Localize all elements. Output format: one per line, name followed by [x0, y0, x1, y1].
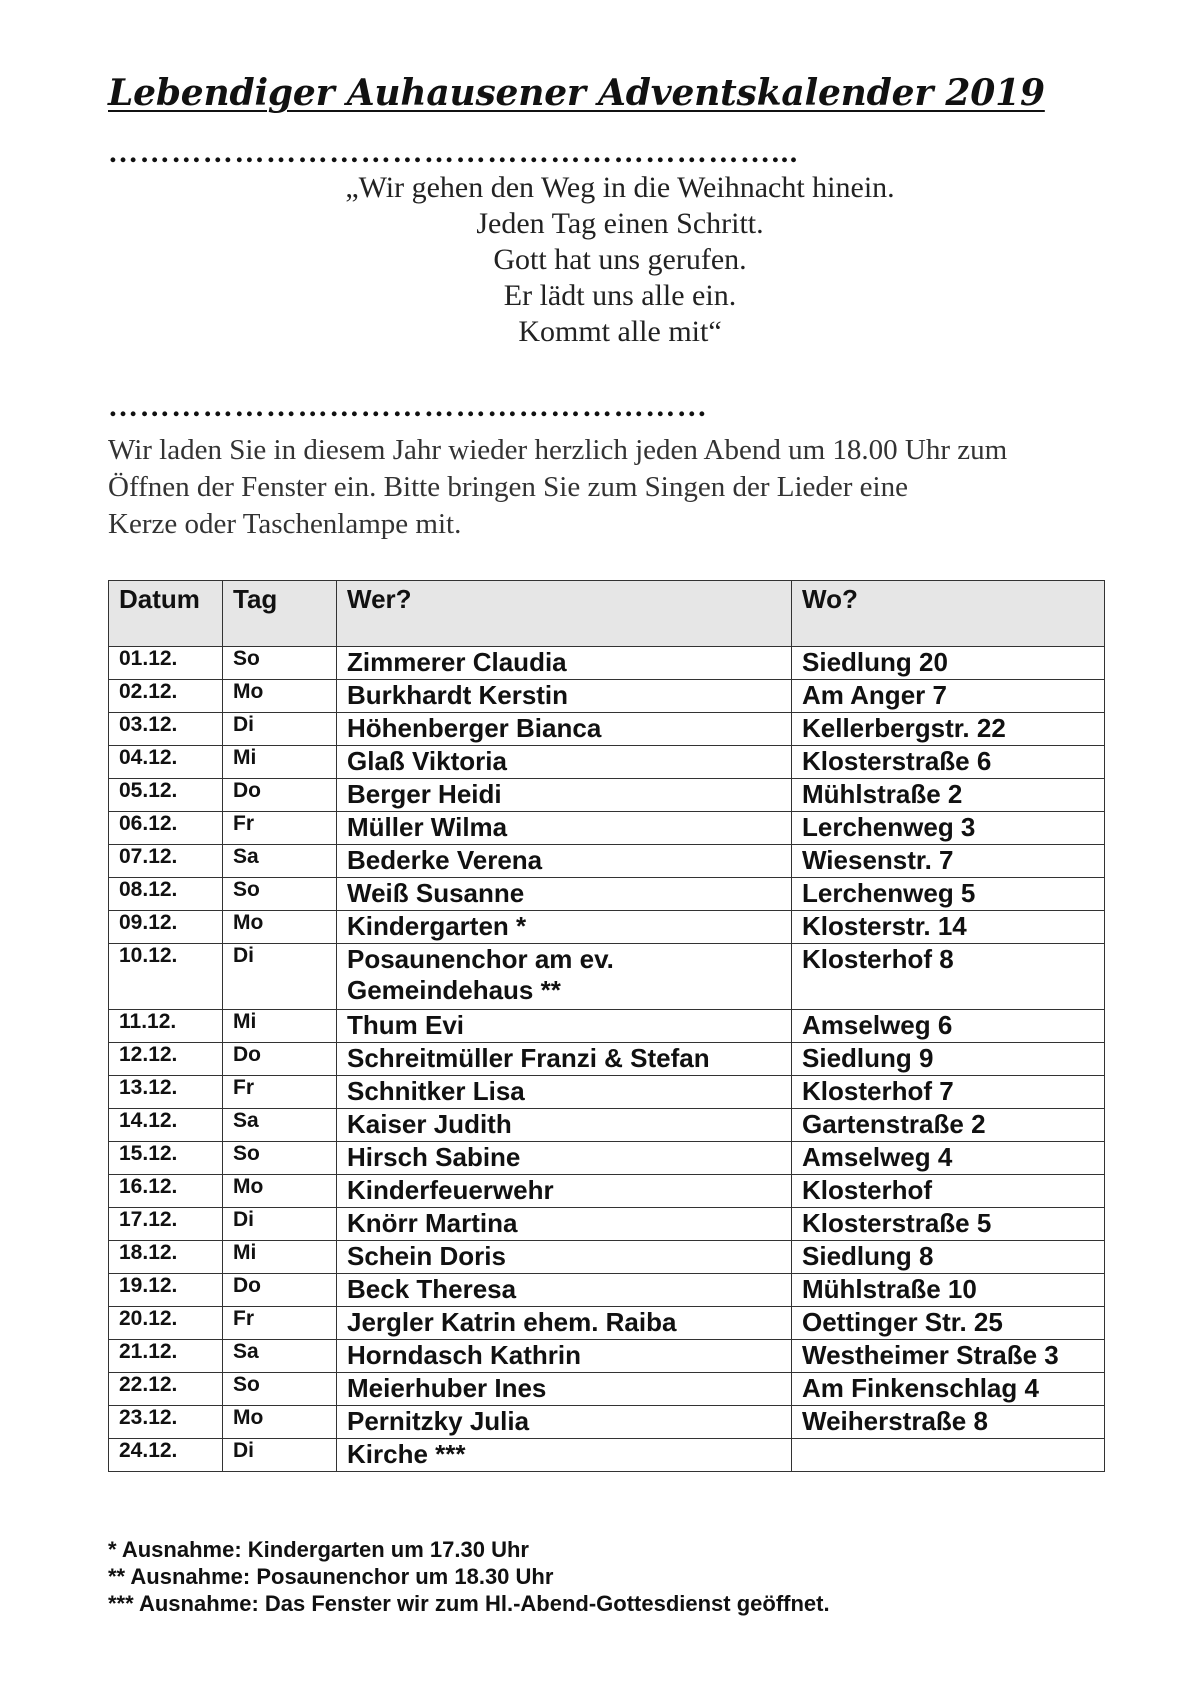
column-header-day: Tag	[223, 581, 337, 647]
cell-who: Berger Heidi	[337, 779, 792, 812]
cell-who: Schein Doris	[337, 1241, 792, 1274]
cell-day: Sa	[223, 1340, 337, 1373]
cell-where: Siedlung 8	[792, 1241, 1105, 1274]
cell-day: Mo	[223, 1175, 337, 1208]
cell-day: Fr	[223, 812, 337, 845]
cell-who: Schnitker Lisa	[337, 1076, 792, 1109]
cell-who: Pernitzky Julia	[337, 1406, 792, 1439]
poem-line: Kommt alle mit“	[518, 315, 722, 348]
table-row	[109, 1373, 1105, 1406]
cell-date: 04.12.	[109, 746, 223, 779]
cell-day: Mi	[223, 1241, 337, 1274]
poem-line: Jeden Tag einen Schritt.	[476, 207, 764, 240]
cell-where: Klosterstraße 5	[792, 1208, 1105, 1241]
cell-date: 16.12.	[109, 1175, 223, 1208]
cell-where: Mühlstraße 10	[792, 1274, 1105, 1307]
cell-who: Müller Wilma	[337, 812, 792, 845]
table-row	[109, 1406, 1105, 1439]
cell-who: Kaiser Judith	[337, 1109, 792, 1142]
cell-who: Weiß Susanne	[337, 878, 792, 911]
table-row	[109, 845, 1105, 878]
cell-where: Gartenstraße 2	[792, 1109, 1105, 1142]
table-row	[109, 1010, 1105, 1043]
cell-date: 11.12.	[109, 1010, 223, 1043]
cell-date: 05.12.	[109, 779, 223, 812]
cell-where: Kellerbergstr. 22	[792, 713, 1105, 746]
cell-date: 17.12.	[109, 1208, 223, 1241]
footnote: *** Ausnahme: Das Fenster wir zum Hl.-Abend-Gottesdienst geöffnet.	[108, 1591, 830, 1616]
table-row	[109, 1274, 1105, 1307]
cell-day: Di	[223, 1439, 337, 1472]
cell-day: Mi	[223, 1010, 337, 1043]
cell-where: Klosterhof	[792, 1175, 1105, 1208]
cell-where: Wiesenstr. 7	[792, 845, 1105, 878]
footnote: ** Ausnahme: Posaunenchor um 18.30 Uhr	[108, 1564, 554, 1589]
intro-line: Kerze oder Taschenlampe mit.	[108, 508, 462, 540]
cell-day: Sa	[223, 1109, 337, 1142]
poem-line: „Wir gehen den Weg in die Weihnacht hinein.	[345, 171, 895, 204]
cell-date: 20.12.	[109, 1307, 223, 1340]
cell-who: Kinderfeuerwehr	[337, 1175, 792, 1208]
cell-who: Thum Evi	[337, 1010, 792, 1043]
cell-where: Amselweg 6	[792, 1010, 1105, 1043]
schedule-table	[108, 580, 1105, 1472]
cell-where: Klosterhof 7	[792, 1076, 1105, 1109]
poem-line: Er lädt uns alle ein.	[503, 279, 737, 312]
cell-date: 10.12.	[109, 944, 223, 1010]
cell-where: Lerchenweg 3	[792, 812, 1105, 845]
cell-day: So	[223, 1373, 337, 1406]
dotted-separator-top: ………………………………………………………...	[108, 138, 799, 168]
table-row	[109, 1439, 1105, 1472]
cell-who: Meierhuber Ines	[337, 1373, 792, 1406]
column-header-where: Wo?	[792, 581, 1105, 647]
table-row	[109, 1175, 1105, 1208]
cell-date: 14.12.	[109, 1109, 223, 1142]
table-row	[109, 647, 1105, 680]
cell-day: So	[223, 1142, 337, 1175]
cell-date: 06.12.	[109, 812, 223, 845]
cell-day: Mo	[223, 680, 337, 713]
cell-day: Fr	[223, 1307, 337, 1340]
table-row	[109, 779, 1105, 812]
cell-day: Mo	[223, 1406, 337, 1439]
cell-who: Kirche ***	[337, 1439, 792, 1472]
table-row	[109, 1340, 1105, 1373]
cell-day: Mo	[223, 911, 337, 944]
cell-who: Glaß Viktoria	[337, 746, 792, 779]
cell-where: Amselweg 4	[792, 1142, 1105, 1175]
table-row	[109, 944, 1105, 1010]
cell-where: Siedlung 9	[792, 1043, 1105, 1076]
cell-where: Oettinger Str. 25	[792, 1307, 1105, 1340]
cell-where: Klosterhof 8	[792, 944, 1105, 1010]
cell-date: 02.12.	[109, 680, 223, 713]
cell-who: Knörr Martina	[337, 1208, 792, 1241]
cell-who: Höhenberger Bianca	[337, 713, 792, 746]
cell-date: 24.12.	[109, 1439, 223, 1472]
table-row	[109, 878, 1105, 911]
cell-day: Di	[223, 1208, 337, 1241]
cell-day: So	[223, 647, 337, 680]
cell-where	[792, 1439, 1105, 1472]
cell-date: 08.12.	[109, 878, 223, 911]
cell-who: Bederke Verena	[337, 845, 792, 878]
table-row	[109, 680, 1105, 713]
cell-where: Klosterstraße 6	[792, 746, 1105, 779]
table-row	[109, 1109, 1105, 1142]
cell-where: Weiherstraße 8	[792, 1406, 1105, 1439]
cell-date: 07.12.	[109, 845, 223, 878]
cell-where: Lerchenweg 5	[792, 878, 1105, 911]
table-row	[109, 812, 1105, 845]
cell-date: 13.12.	[109, 1076, 223, 1109]
cell-where: Klosterstr. 14	[792, 911, 1105, 944]
footnote: * Ausnahme: Kindergarten um 17.30 Uhr	[108, 1537, 529, 1562]
cell-day: Sa	[223, 845, 337, 878]
cell-who: Kindergarten *	[337, 911, 792, 944]
cell-day: Di	[223, 944, 337, 1010]
cell-day: Mi	[223, 746, 337, 779]
table-row	[109, 713, 1105, 746]
poem-line: Gott hat uns gerufen.	[493, 243, 747, 276]
cell-who: Horndasch Kathrin	[337, 1340, 792, 1373]
poem	[250, 170, 990, 350]
cell-date: 09.12.	[109, 911, 223, 944]
cell-where: Am Finkenschlag 4	[792, 1373, 1105, 1406]
intro-line: Wir laden Sie in diesem Jahr wieder herzlich jeden Abend um 18.00 Uhr zum	[108, 434, 1008, 466]
table-row	[109, 1208, 1105, 1241]
column-header-who: Wer?	[337, 581, 792, 647]
page-title: Lebendiger Auhausener Adventskalender 2019	[108, 72, 1045, 114]
cell-date: 18.12.	[109, 1241, 223, 1274]
cell-where: Am Anger 7	[792, 680, 1105, 713]
cell-day: Di	[223, 713, 337, 746]
table-row	[109, 1043, 1105, 1076]
cell-date: 15.12.	[109, 1142, 223, 1175]
cell-day: Do	[223, 1274, 337, 1307]
table-row	[109, 1076, 1105, 1109]
cell-where: Siedlung 20	[792, 647, 1105, 680]
table-row	[109, 1142, 1105, 1175]
table-row	[109, 1307, 1105, 1340]
cell-date: 23.12.	[109, 1406, 223, 1439]
table-header-row	[109, 581, 1105, 647]
cell-who: Jergler Katrin ehem. Raiba	[337, 1307, 792, 1340]
cell-day: Fr	[223, 1076, 337, 1109]
table-row	[109, 911, 1105, 944]
cell-date: 21.12.	[109, 1340, 223, 1373]
cell-who: Burkhardt Kerstin	[337, 680, 792, 713]
cell-who: Zimmerer Claudia	[337, 647, 792, 680]
cell-date: 19.12.	[109, 1274, 223, 1307]
footnotes	[108, 1536, 830, 1617]
cell-day: So	[223, 878, 337, 911]
cell-day: Do	[223, 779, 337, 812]
cell-who: Posaunenchor am ev. Gemeindehaus **	[337, 944, 792, 1010]
cell-day: Do	[223, 1043, 337, 1076]
dotted-separator-bottom: …………………………………………………	[108, 392, 709, 422]
intro-paragraph	[108, 432, 1118, 543]
cell-who: Schreitmüller Franzi & Stefan	[337, 1043, 792, 1076]
cell-who: Beck Theresa	[337, 1274, 792, 1307]
cell-date: 22.12.	[109, 1373, 223, 1406]
cell-date: 01.12.	[109, 647, 223, 680]
intro-line: Öffnen der Fenster ein. Bitte bringen Sie zum Singen der Lieder eine	[108, 471, 908, 503]
cell-who: Hirsch Sabine	[337, 1142, 792, 1175]
cell-where: Mühlstraße 2	[792, 779, 1105, 812]
cell-date: 12.12.	[109, 1043, 223, 1076]
cell-date: 03.12.	[109, 713, 223, 746]
table-row	[109, 746, 1105, 779]
column-header-date: Datum	[109, 581, 223, 647]
cell-where: Westheimer Straße 3	[792, 1340, 1105, 1373]
table-row	[109, 1241, 1105, 1274]
